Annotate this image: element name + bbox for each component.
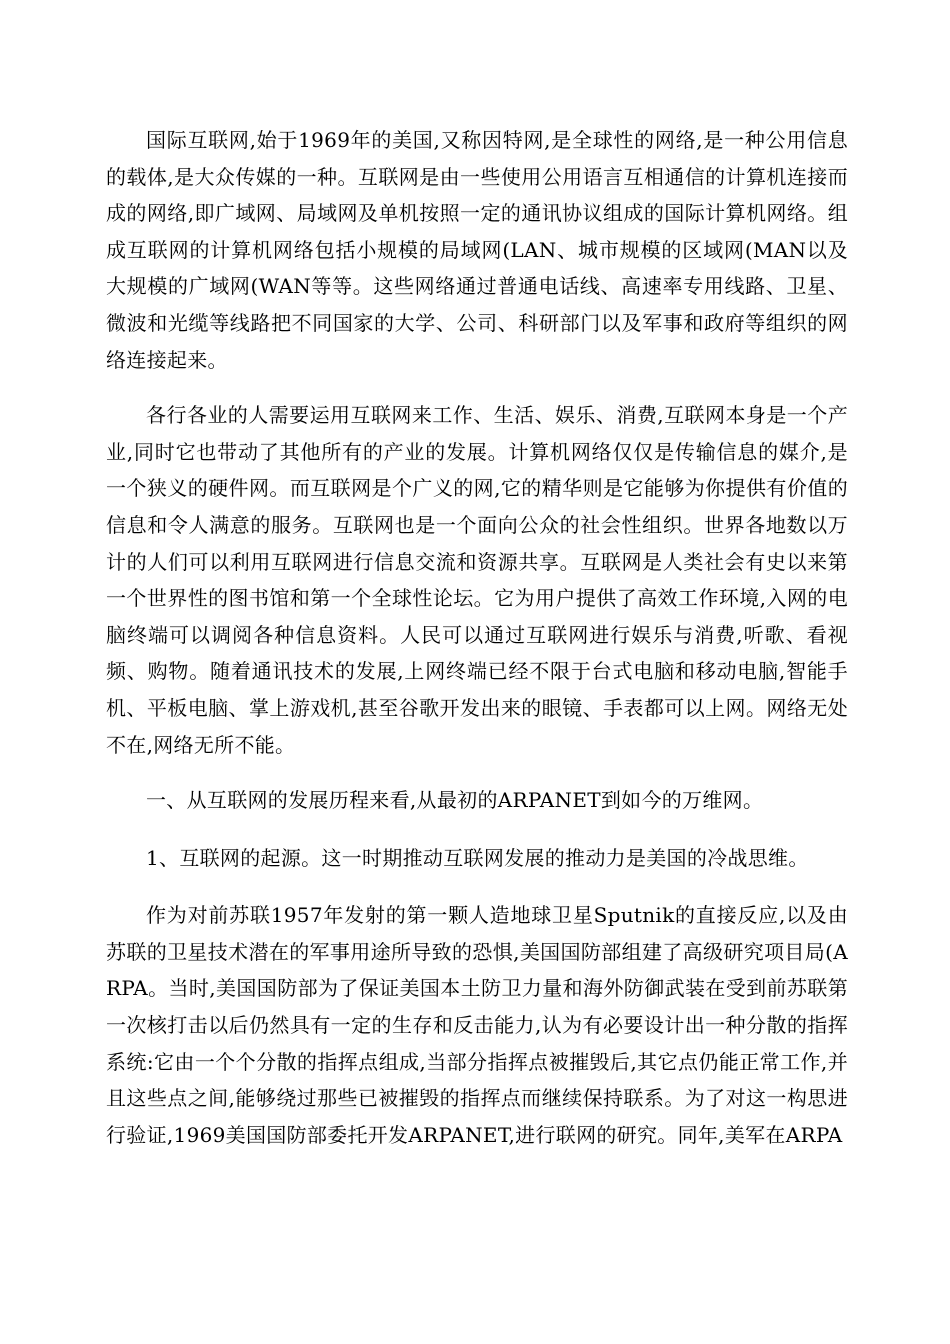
section-heading-development-history: 一、从互联网的发展历程来看,从最初的ARPANET到如今的万维网。 [146, 788, 764, 813]
paragraph-internet-definition: 国际互联网,始于1969年的美国,又称因特网,是全球性的网络,是一种公用信息的载体,是大众传媒的一种。互联网是由一些使用公用语言互相通信的计算机连接而成的网络,即广域网、局域网及单机按照一定的通讯协议组成的国际计算机网络。组成互联网的计算机网络包括小规模的局域网(LAN、城市规模的区域网(MAN以及大规模的广域网(WAN等等。这些网络通过普通电话线、高速率专用线路、卫星、微波和光缆等线路把不同国家的大学、公司、科研部门以及军事和政府等组织的网络连接起来。 [106, 128, 848, 372]
paragraph-arpa-origin: 作为对前苏联1957年发射的第一颗人造地球卫星Sputnik的直接反应,以及由苏联的卫星技术潜在的军事用途所导致的恐惧,美国国防部组建了高级研究项目局(ARPA。当时,美国国防部为了保证美国本土防卫力量和海外防御武装在受到前苏联第一次核打击以后仍然具有一定的生存和反击能力,认为有必要设计出一种分散的指挥系统:它由一个个分散的指挥点组成,当部分指挥点被摧毁后,其它点仍能正常工作,并且这些点之间,能够绕过那些已被摧毁的指挥点而继续保持联系。为了对这一构思进行验证,1969美国国防部委托开发ARPANET,进行联网的研究。同年,美军在ARPA [106, 903, 848, 1147]
subsection-heading-origin: 1、互联网的起源。这一时期推动互联网发展的推动力是美国的冷战思维。 [146, 845, 809, 870]
document-body [106, 122, 848, 1172]
paragraph-internet-impact: 各行各业的人需要运用互联网来工作、生活、娱乐、消费,互联网本身是一个产业,同时它也带动了其他所有的产业的发展。计算机网络仅仅是传输信息的媒介,是一个狭义的硬件网。而互联网是个广义的网,它的精华则是它能够为你提供有价值的信息和令人满意的服务。互联网也是一个面向公众的社会性组织。世界各地数以万计的人们可以利用互联网进行信息交流和资源共享。互联网是人类社会有史以来第一个世界性的图书馆和第一个全球性论坛。它为用户提供了高效工作环境,入网的电脑终端可以调阅各种信息资料。人民可以通过互联网进行娱乐与消费,听歌、看视频、购物。随着通讯技术的发展,上网终端已经不限于台式电脑和移动电脑,智能手机、平板电脑、掌上游戏机,甚至谷歌开发出来的眼镜、手表都可以上网。网络无处不在,网络无所不能。 [106, 403, 848, 757]
